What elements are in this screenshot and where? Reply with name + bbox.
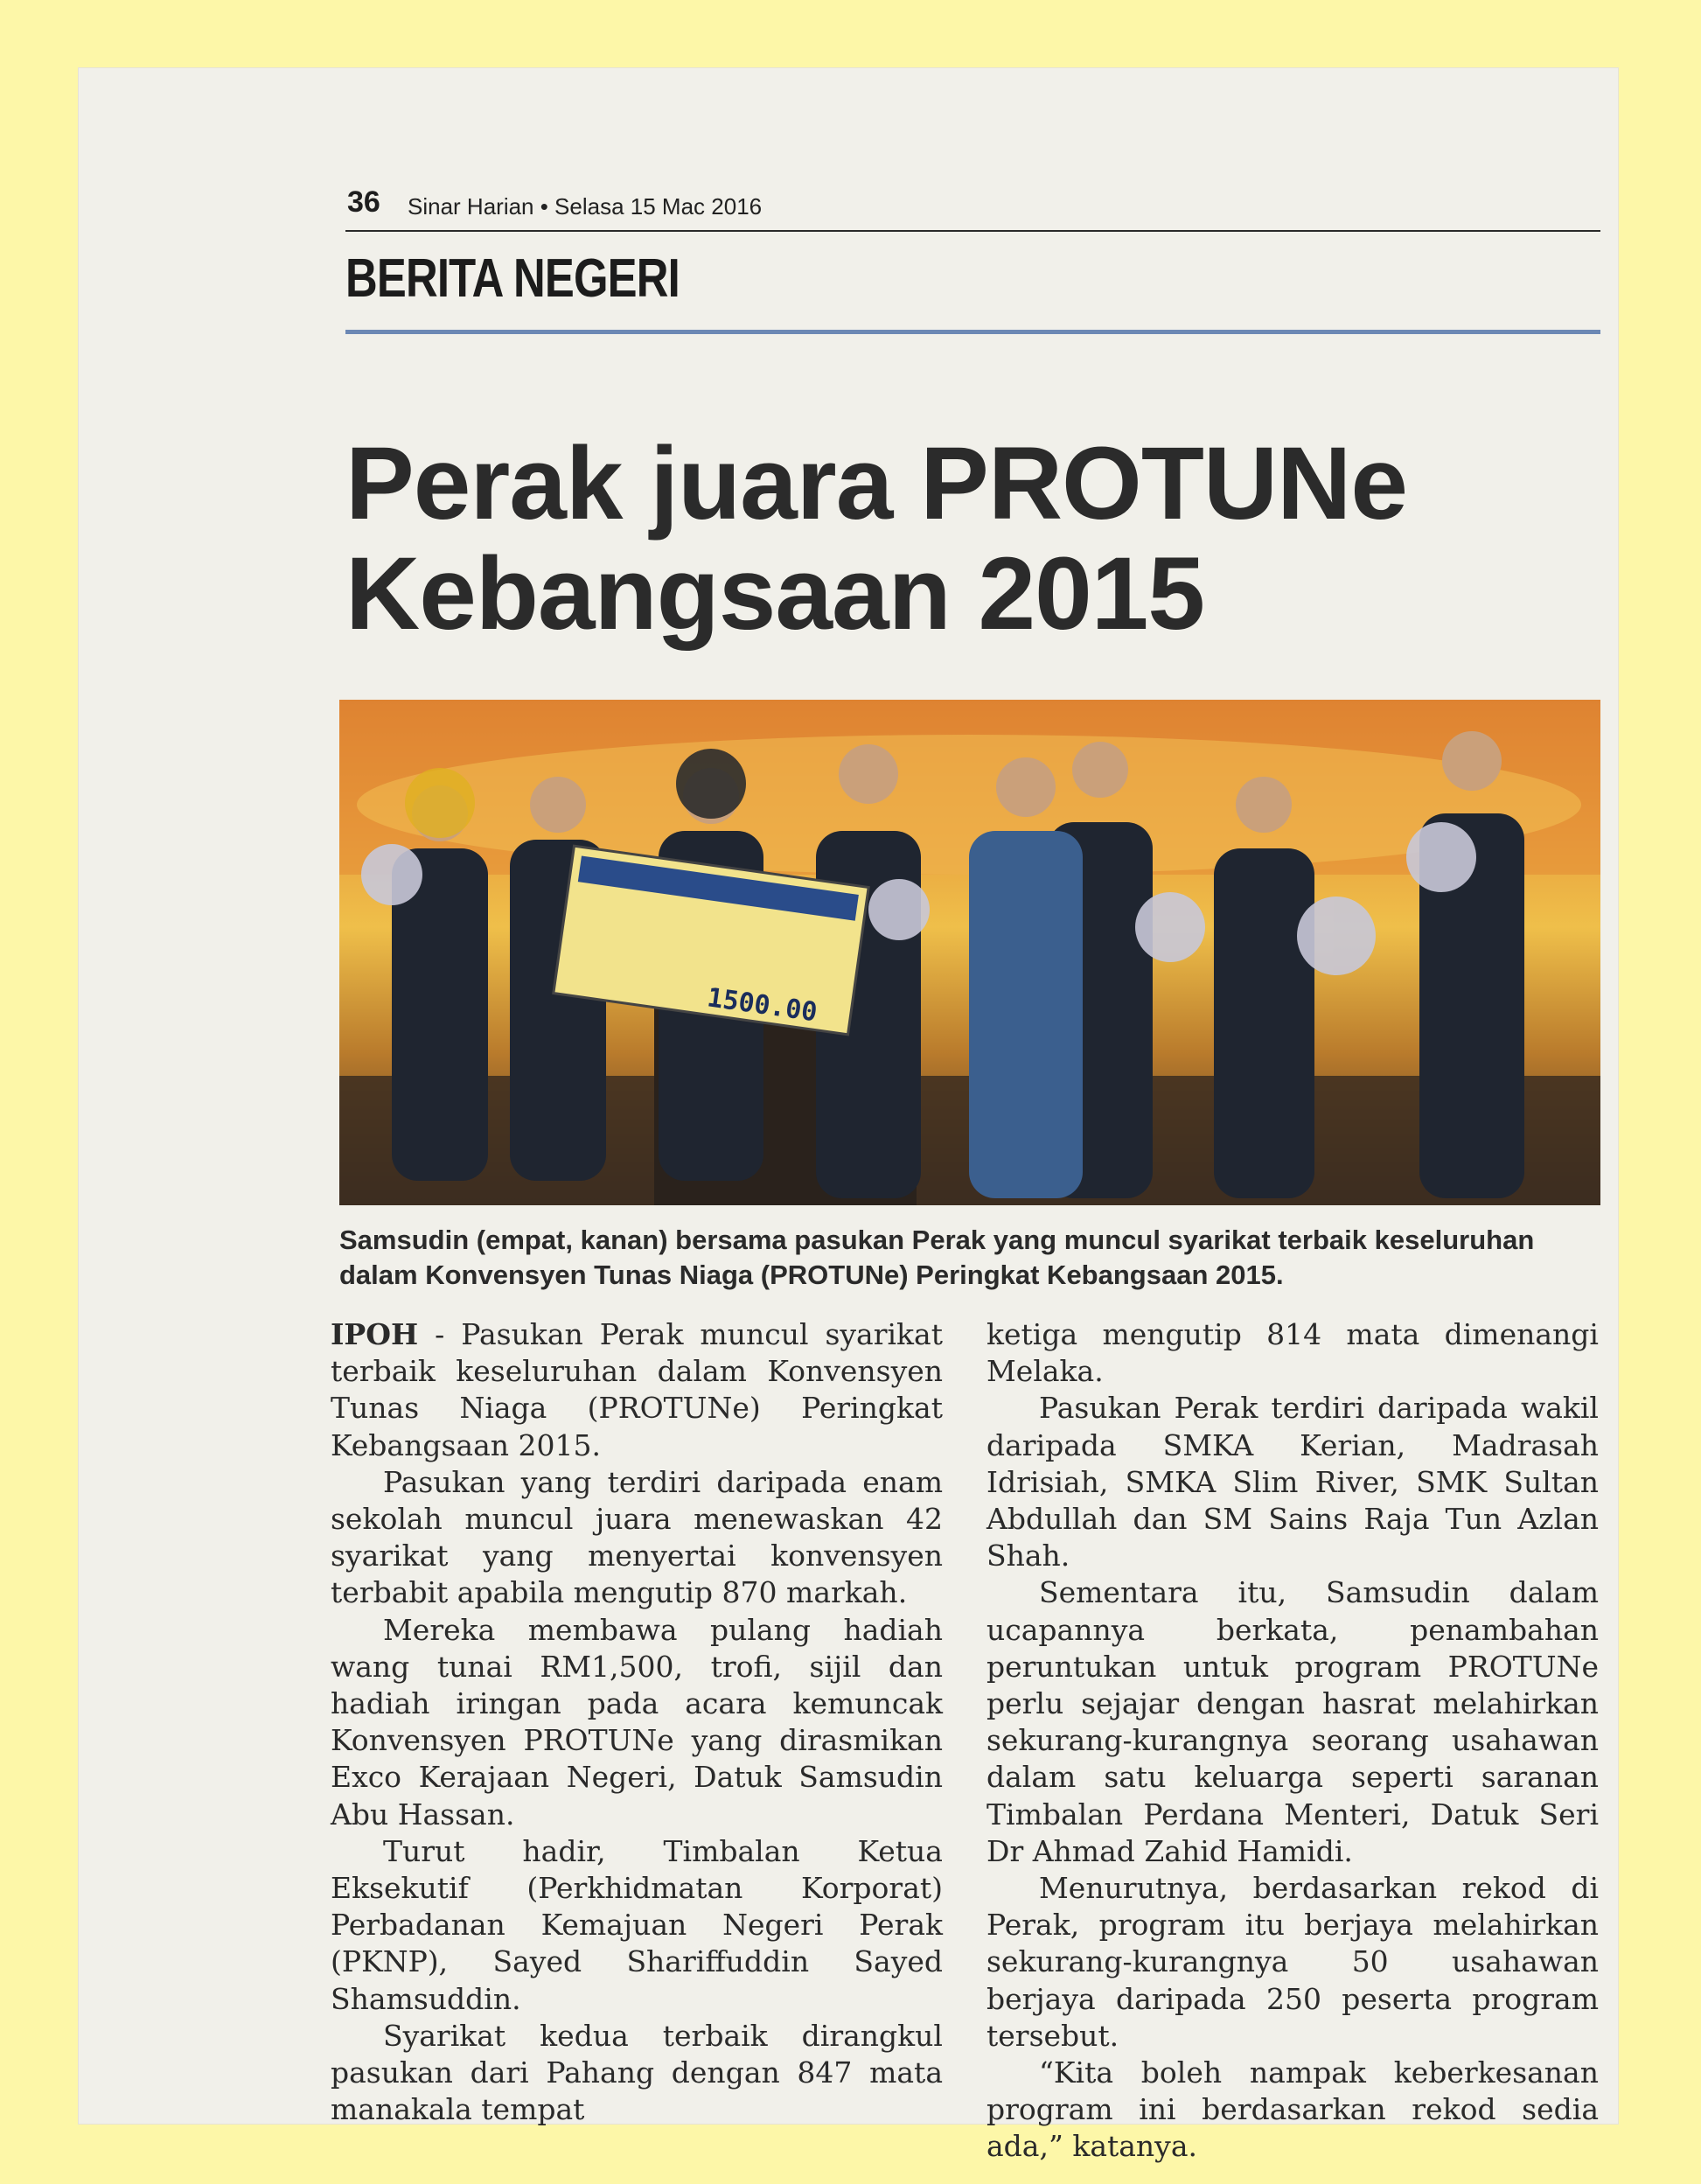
photo-illustration (339, 700, 1600, 1205)
caption-line-1: Samsudin (empat, kanan) bersama pasukan Perak yang muncul syarikat terbaik keseluruhan (339, 1225, 1535, 1255)
news-photo (339, 700, 1600, 1205)
body-paragraph: ketiga mengutip 814 mata dimenangi Melaka. (986, 1317, 1599, 1389)
body-paragraph: Mereka membawa pulang hadiah wang tunai RM1,500, trofi, sijil dan hadiah iringan pada acara kemuncak Konvensyen PROTUNe yang dirasmikan Exco Kerajaan Negeri, Datuk Samsudin Abu Hassan. (331, 1612, 943, 1832)
section-rule (345, 330, 1600, 334)
body-column-2 (986, 1316, 1599, 2166)
body-paragraph: Turut hadir, Timbalan Ketua Eksekutif (Perkhidmatan Korporat) Perbadanan Kemajuan Negeri Perak (PKNP), Sayed Shariffuddin Sayed Shamsuddin. (331, 1833, 943, 2016)
body-column-1 (331, 1316, 943, 2128)
section-title: BERITA NEGERI (345, 248, 680, 309)
caption-line-2: dalam Konvensyen Tunas Niaga (PROTUNe) Peringkat Kebangsaan 2015. (339, 1259, 1284, 1290)
body-paragraph: Menurutnya, berdasarkan rekod di Perak, program itu berjaya melahirkan sekurang-kurangnya 50 usahawan berjaya daripada 250 peserta program tersebut. (986, 1871, 1599, 2053)
body-paragraph: “Kita boleh nampak keberkesanan program ini berdasarkan rekod sedia ada,” katanya. (986, 2055, 1599, 2164)
publication-info: Sinar Harian • Selasa 15 Mac 2016 (408, 193, 763, 220)
body-paragraph: Pasukan Perak terdiri daripada wakil daripada SMKA Kerian, Madrasah Idrisiah, SMKA Slim River, SMK Sultan Abdullah dan SM Sains Raja Tun Azlan Shah. (986, 1391, 1599, 1573)
masthead-divider (345, 230, 1600, 232)
photo-caption (339, 1223, 1607, 1293)
headline (345, 426, 1570, 652)
page-number: 36 (347, 185, 380, 219)
body-paragraph: Syarikat kedua terbaik dirangkul pasukan dari Pahang dengan 847 mata manakala tempat (331, 2018, 943, 2127)
body-paragraph: IPOH - Pasukan Perak muncul syarikat terbaik keseluruhan dalam Konvensyen Tunas Niaga (PROTUNe) Peringkat Kebangsaan 2015. (331, 1317, 943, 1462)
dateline: IPOH (331, 1317, 419, 1351)
headline-line-2: Kebangsaan 2015 (345, 536, 1204, 652)
body-paragraph: Sementara itu, Samsudin dalam ucapannya berkata, penambahan peruntukan untuk program PROTUNe perlu sejajar dengan hasrat melahirkan sekurang-kurangnya seorang usahawan dalam satu keluarga seperti saranan Timbalan Perdana Menteri, Datuk Seri Dr Ahmad Zahid Hamidi. (986, 1575, 1599, 1868)
headline-line-1: Perak juara PROTUNe (345, 426, 1407, 541)
cheque-amount: 1500.00 (705, 982, 819, 1029)
body-paragraph: Pasukan yang terdiri daripada enam sekolah muncul juara menewaskan 42 syarikat yang menyertai konvensyen terbabit apabila mengutip 870 markah. (331, 1464, 943, 1610)
